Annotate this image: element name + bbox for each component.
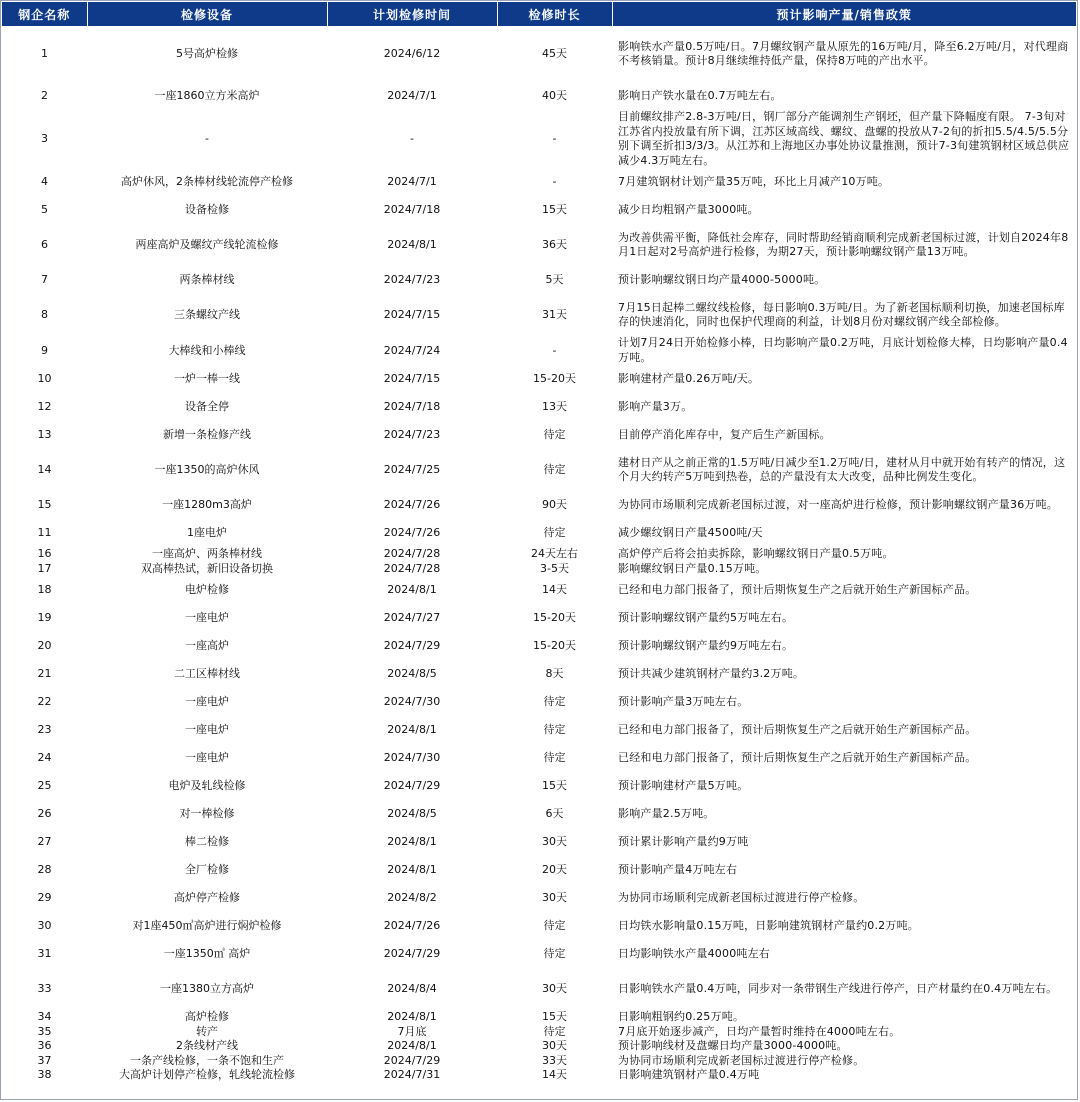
cell-company-id: 31 (37, 947, 52, 960)
cell-company-id: 5 (41, 203, 48, 216)
cell-company-id: 21 (37, 667, 52, 680)
cell-duration: 8天 (545, 667, 564, 680)
header-date: 计划检修时间 (327, 2, 497, 26)
cell-equipment: 一座高炉、两条棒材线 (152, 547, 262, 561)
cell-policy: 预计影响产量4万吨左右 (618, 862, 738, 876)
cell-equipment: 2条线材产线 (176, 1039, 238, 1053)
table-row (2, 519, 1076, 547)
cell-date: 2024/8/5 (387, 667, 437, 680)
header-equipment: 检修设备 (87, 2, 327, 26)
cell-policy: 预计影响螺纹钢产量约9万吨左右。 (618, 638, 794, 652)
cell-equipment: 高炉休风，2条棒材线轮流停产检修 (121, 175, 293, 188)
table-row (2, 224, 1076, 266)
cell-duration: 15-20天 (533, 639, 576, 652)
header-policy: 预计影响产量/销售政策 (612, 2, 1076, 26)
table-row (2, 393, 1076, 421)
cell-policy: 影响日产铁水量在0.7万吨左右。 (618, 88, 782, 102)
cell-equipment: 三条螺纹产线 (174, 308, 240, 321)
cell-duration: 5天 (545, 273, 564, 286)
cell-duration: 36天 (542, 238, 567, 251)
cell-policy: 为协同市场顺利完成新老国标过渡进行停产检修。 (618, 890, 865, 904)
cell-duration: 90天 (542, 498, 567, 511)
cell-company-id: 3 (41, 132, 48, 145)
header-duration: 检修时长 (497, 2, 612, 26)
cell-company-id: 25 (37, 779, 52, 792)
cell-company-id: 33 (37, 982, 52, 995)
cell-equipment: 对一棒检修 (179, 807, 235, 820)
cell-date: 2024/8/2 (387, 891, 437, 904)
header-company: 钢企名称 (2, 2, 87, 26)
cell-equipment: 一座电炉 (185, 751, 229, 764)
cell-policy: 日影响建筑钢材产量0.4万吨 (618, 1068, 760, 1081)
cell-policy: 预计共减少建筑钢材产量约3.2万吨。 (618, 666, 805, 680)
cell-policy: 日影响粗钢约0.25万吨。 (618, 1010, 745, 1023)
cell-company-id: 35 (37, 1024, 52, 1038)
cell-date: 2024/7/27 (383, 611, 441, 624)
table-row (2, 365, 1076, 393)
table-row (2, 82, 1076, 110)
cell-duration: - (552, 343, 557, 357)
cell-duration: 45天 (542, 47, 567, 60)
table-row (2, 604, 1076, 632)
cell-company-id: 27 (37, 835, 52, 848)
cell-policy: 已经和电力部门报备了，预计后期恢复生产之后就开始生产新国标产品。 (618, 750, 977, 764)
cell-equipment: 转产 (196, 1024, 218, 1038)
cell-company-id: 14 (37, 463, 52, 476)
cell-equipment: 全厂检修 (185, 863, 229, 876)
cell-date: 2024/7/29 (383, 947, 441, 960)
cell-duration: 15天 (542, 1010, 567, 1024)
cell-duration: 30天 (542, 982, 567, 995)
cell-date: 2024/7/23 (383, 428, 441, 441)
cell-duration: 33天 (542, 1053, 567, 1067)
cell-equipment: 大棒线和小棒线 (168, 343, 246, 357)
cell-date: 7月底 (397, 1024, 427, 1038)
table-row (2, 336, 1076, 365)
cell-equipment: 对1座450㎥高炉进行焖炉检修 (132, 919, 282, 932)
cell-date: 2024/6/12 (383, 47, 441, 60)
cell-duration: 6天 (545, 807, 564, 820)
cell-policy: 7月建筑钢材计划产量35万吨，环比上月减产10万吨。 (618, 174, 890, 188)
cell-company-id: 23 (37, 723, 52, 736)
cell-equipment: 大高炉计划停产检修，轧线轮流检修 (119, 1068, 295, 1082)
table-row (2, 884, 1076, 912)
table-row (2, 26, 1076, 82)
table-row (2, 449, 1076, 491)
cell-duration: 15-20天 (533, 611, 576, 624)
cell-date: 2024/7/28 (383, 547, 441, 561)
cell-date: 2024/7/26 (383, 526, 441, 539)
cell-policy: 日影响铁水产量0.4万吨，同步对一条带钢生产线进行停产，日产材量约在0.4万吨左右。 (618, 981, 1058, 995)
cell-company-id: 11 (37, 526, 52, 539)
cell-duration: 30天 (542, 835, 567, 848)
cell-policy: 影响螺纹钢日产量0.15万吨。 (618, 561, 767, 575)
cell-policy: 7月底开始逐步减产，日均产量暂时维持在4000吨左右。 (618, 1024, 901, 1038)
table-row (2, 294, 1076, 336)
cell-policy: 日均影响铁水产量4000吨左右 (618, 946, 770, 960)
table-row (2, 421, 1076, 449)
cell-policy: 为协同市场顺利完成新老国标过渡，对一座高炉进行检修，预计影响螺纹钢产量36万吨。 (618, 497, 1058, 511)
cell-equipment: 一座1860立方米高炉 (154, 89, 260, 102)
cell-date: 2024/7/15 (383, 308, 441, 321)
cell-date: 2024/7/1 (387, 175, 437, 188)
cell-date: 2024/7/18 (383, 400, 441, 413)
cell-equipment: 电炉及轧线检修 (168, 779, 246, 792)
cell-duration: 24天左右 (531, 547, 578, 561)
cell-policy: 影响建材产量0.26万吨/天。 (618, 371, 760, 385)
cell-equipment: 设备检修 (185, 203, 229, 216)
cell-policy: 计划7月24日开始检修小棒，日均影响产量0.2万吨，月底计划检修大棒，日均影响产量0.4万吨。 (618, 336, 1068, 364)
cell-company-id: 16 (37, 547, 52, 561)
cell-date: 2024/7/29 (383, 639, 441, 652)
table-row (2, 266, 1076, 294)
cell-date: 2024/7/18 (383, 203, 441, 216)
cell-equipment: 一条产线检修，一条不饱和生产 (130, 1053, 284, 1067)
cell-equipment: 两座高炉及螺纹产线轮流检修 (135, 238, 279, 251)
cell-equipment: 一座电炉 (185, 723, 229, 736)
cell-company-id: 7 (41, 273, 48, 286)
cell-date: 2024/8/1 (387, 835, 437, 848)
cell-equipment: 二工区棒材线 (174, 667, 240, 680)
cell-equipment: 设备全停 (185, 400, 229, 413)
table-row (2, 168, 1076, 196)
cell-policy: 减少螺纹钢日产量4500吨/天 (618, 525, 763, 539)
cell-equipment: 高炉检修 (185, 1010, 229, 1024)
table-row (2, 1010, 1076, 1025)
table-row (2, 772, 1076, 800)
table-row (2, 1054, 1076, 1069)
cell-date: 2024/7/25 (383, 463, 441, 476)
table-row (2, 1039, 1076, 1054)
cell-equipment: 一座高炉 (185, 639, 229, 652)
table-row (2, 110, 1076, 168)
cell-policy: 高炉停产后将会拍卖拆除，影响螺纹钢日产量0.5万吨。 (618, 547, 894, 560)
cell-duration: 40天 (542, 89, 567, 102)
table-row (2, 660, 1076, 688)
cell-date: - (410, 132, 414, 145)
cell-policy: 预计影响建材产量5万吨。 (618, 778, 749, 792)
cell-policy: 日均铁水影响量0.15万吨，日影响建筑钢材产量约0.2万吨。 (618, 918, 919, 932)
cell-policy: 预计影响螺纹钢日均产量4000-5000吨。 (618, 272, 826, 286)
cell-date: 2024/8/1 (387, 723, 437, 736)
cell-date: 2024/8/1 (387, 863, 437, 876)
cell-policy: 预计影响线材及盘螺日均产量3000-4000吨。 (618, 1039, 848, 1052)
cell-date: 2024/7/23 (383, 273, 441, 286)
cell-company-id: 12 (37, 400, 52, 413)
cell-duration: 15-20天 (533, 372, 576, 385)
table-body (2, 26, 1076, 1083)
cell-duration: 31天 (542, 308, 567, 321)
cell-company-id: 19 (37, 611, 52, 624)
cell-company-id: 15 (37, 498, 52, 511)
cell-policy: 已经和电力部门报备了，预计后期恢复生产之后就开始生产新国标产品。 (618, 722, 977, 736)
table-row (2, 912, 1076, 940)
table-header-row (2, 2, 1076, 26)
cell-company-id: 37 (37, 1053, 52, 1067)
cell-company-id: 28 (37, 863, 52, 876)
cell-equipment: 高炉停产检修 (174, 891, 240, 904)
cell-duration: - (552, 175, 557, 188)
cell-date: 2024/8/1 (387, 1010, 437, 1024)
cell-company-id: 4 (41, 175, 48, 188)
cell-policy: 目前螺纹排产2.8-3万吨/日，钢厂部分产能调剂生产钢坯，但产量下降幅度有限。 7-3旬对江苏省内投放量有所下调，江苏区域高线、螺纹、盘螺的投放从7-2旬的折扣5.5/4.5/5.5分别下调至折扣3/3/3。从江苏和上海地区办事处协议量推测，预计7-3旬建筑钢材区域总供应减少4.3万吨左右。 (618, 110, 1070, 167)
table-row (2, 1025, 1076, 1040)
cell-date: 2024/8/4 (387, 982, 437, 995)
cell-company-id: 22 (37, 695, 52, 708)
cell-duration: 3-5天 (540, 561, 569, 575)
cell-policy: 预计累计影响产量约9万吨 (618, 834, 749, 848)
cell-company-id: 29 (37, 891, 52, 904)
cell-duration: - (552, 132, 557, 145)
cell-duration: 13天 (542, 400, 567, 413)
cell-policy: 减少日均粗钢产量3000吨。 (618, 202, 759, 216)
table-row (2, 800, 1076, 828)
table-row (2, 491, 1076, 519)
cell-duration: 30天 (542, 1039, 567, 1053)
cell-duration: 待定 (543, 463, 566, 476)
cell-duration: 14天 (542, 583, 567, 596)
maintenance-table (2, 2, 1076, 1083)
cell-company-id: 36 (37, 1039, 52, 1053)
cell-equipment: 一座1350㎥ 高炉 (163, 947, 251, 960)
cell-duration: 15天 (542, 203, 567, 216)
cell-equipment: 5号高炉检修 (176, 47, 238, 60)
table-row (2, 716, 1076, 744)
cell-date: 2024/7/26 (383, 498, 441, 511)
cell-duration: 20天 (542, 863, 567, 876)
table-row (2, 940, 1076, 968)
cell-duration: 待定 (543, 751, 566, 764)
cell-date: 2024/7/30 (383, 695, 441, 708)
cell-policy: 为改善供需平衡，降低社会库存，同时帮助经销商顺利完成新老国标过渡，计划自2024年8月1日起对2号高炉进行检修，为期27天，预计影响螺纹钢产量13万吨。 (618, 230, 1069, 258)
cell-date: 2024/7/15 (383, 372, 441, 385)
cell-equipment: 1座电炉 (187, 526, 227, 539)
cell-equipment: 一座1280m3高炉 (162, 498, 252, 511)
cell-duration: 待定 (543, 919, 566, 932)
cell-equipment: 棒二检修 (185, 835, 229, 848)
cell-policy: 为协同市场顺利完成新老国标过渡进行停产检修。 (618, 1053, 865, 1067)
cell-company-id: 9 (41, 343, 48, 357)
cell-company-id: 38 (37, 1068, 52, 1082)
cell-date: 2024/7/31 (383, 1068, 441, 1082)
cell-date: 2024/7/29 (383, 1053, 441, 1067)
table-row (2, 576, 1076, 604)
table-row (2, 1068, 1076, 1083)
cell-company-id: 24 (37, 751, 52, 764)
cell-equipment: 一座1350的高炉休风 (154, 463, 260, 476)
cell-policy: 影响产量3万。 (618, 399, 693, 413)
cell-date: 2024/8/5 (387, 807, 437, 820)
cell-policy: 影响铁水产量0.5万吨/日。7月螺纹钢产量从原先的16万吨/月，降至6.2万吨/月，对代理商不考核销量。预计8月继续维持低产量，保持8万吨的产出水平。 (618, 39, 1069, 67)
cell-duration: 待定 (543, 428, 566, 441)
table-row (2, 562, 1076, 577)
cell-duration: 14天 (542, 1068, 567, 1082)
cell-company-id: 18 (37, 583, 52, 596)
cell-duration: 15天 (542, 779, 567, 792)
cell-equipment: 一座电炉 (185, 695, 229, 708)
cell-equipment: 双高棒热试，新旧设备切换 (141, 561, 273, 575)
cell-company-id: 10 (37, 372, 52, 385)
table-row (2, 856, 1076, 884)
cell-company-id: 20 (37, 639, 52, 652)
cell-policy: 预计影响产量3万吨左右。 (618, 694, 749, 708)
cell-company-id: 13 (37, 428, 52, 441)
cell-equipment: 电炉检修 (185, 583, 229, 596)
cell-policy: 影响产量2.5万吨。 (618, 806, 715, 820)
cell-duration: 待定 (543, 723, 566, 736)
table-row (2, 196, 1076, 224)
cell-equipment: 新增一条检修产线 (163, 428, 251, 441)
cell-company-id: 2 (41, 89, 48, 102)
cell-date: 2024/8/1 (387, 1039, 437, 1053)
cell-equipment: 一座1380立方高炉 (160, 982, 254, 995)
cell-company-id: 17 (37, 561, 52, 575)
table-row (2, 744, 1076, 772)
table-row (2, 547, 1076, 562)
table-row (2, 968, 1076, 1010)
cell-company-id: 1 (41, 47, 48, 60)
table-row (2, 828, 1076, 856)
cell-policy: 已经和电力部门报备了，预计后期恢复生产之后就开始生产新国标产品。 (618, 582, 977, 596)
cell-date: 2024/7/28 (383, 561, 441, 575)
table-row (2, 632, 1076, 660)
cell-date: 2024/7/26 (383, 919, 441, 932)
cell-equipment: 两条棒材线 (179, 273, 235, 286)
cell-policy: 7月15日起棒二螺纹线检修，每日影响0.3万吨/日。为了新老国标顺利切换，加速老国标库存的快速消化，同时也保护代理商的利益，计划8月份对螺纹钢产线全部检修。 (618, 300, 1065, 328)
cell-company-id: 34 (37, 1010, 52, 1024)
cell-duration: 待定 (543, 1024, 566, 1038)
cell-date: 2024/7/29 (383, 779, 441, 792)
cell-company-id: 6 (41, 238, 48, 251)
cell-company-id: 8 (41, 308, 48, 321)
cell-duration: 待定 (543, 526, 566, 539)
cell-date: 2024/7/30 (383, 751, 441, 764)
cell-date: 2024/7/1 (387, 89, 437, 102)
cell-policy: 预计影响螺纹钢产量约5万吨左右。 (618, 610, 794, 624)
cell-company-id: 30 (37, 919, 52, 932)
cell-date: 2024/8/1 (387, 583, 437, 596)
cell-equipment: 一炉一棒一线 (174, 372, 240, 385)
cell-equipment: - (205, 132, 209, 145)
cell-duration: 待定 (543, 695, 566, 708)
cell-company-id: 26 (37, 807, 52, 820)
cell-duration: 30天 (542, 891, 567, 904)
cell-equipment: 一座电炉 (185, 611, 229, 624)
cell-policy: 目前停产消化库存中，复产后生产新国标。 (618, 427, 831, 441)
cell-date: 2024/7/24 (383, 343, 441, 357)
cell-duration: 待定 (543, 947, 566, 960)
cell-date: 2024/8/1 (387, 238, 437, 251)
cell-policy: 建材日产从之前正常的1.5万吨/日减少至1.2万吨/日，建材从月中就开始有转产的情况，这个月大约转产5万吨到热卷，总的产量没有太大改变，品种比例发生变化。 (618, 455, 1066, 483)
table-row (2, 688, 1076, 716)
